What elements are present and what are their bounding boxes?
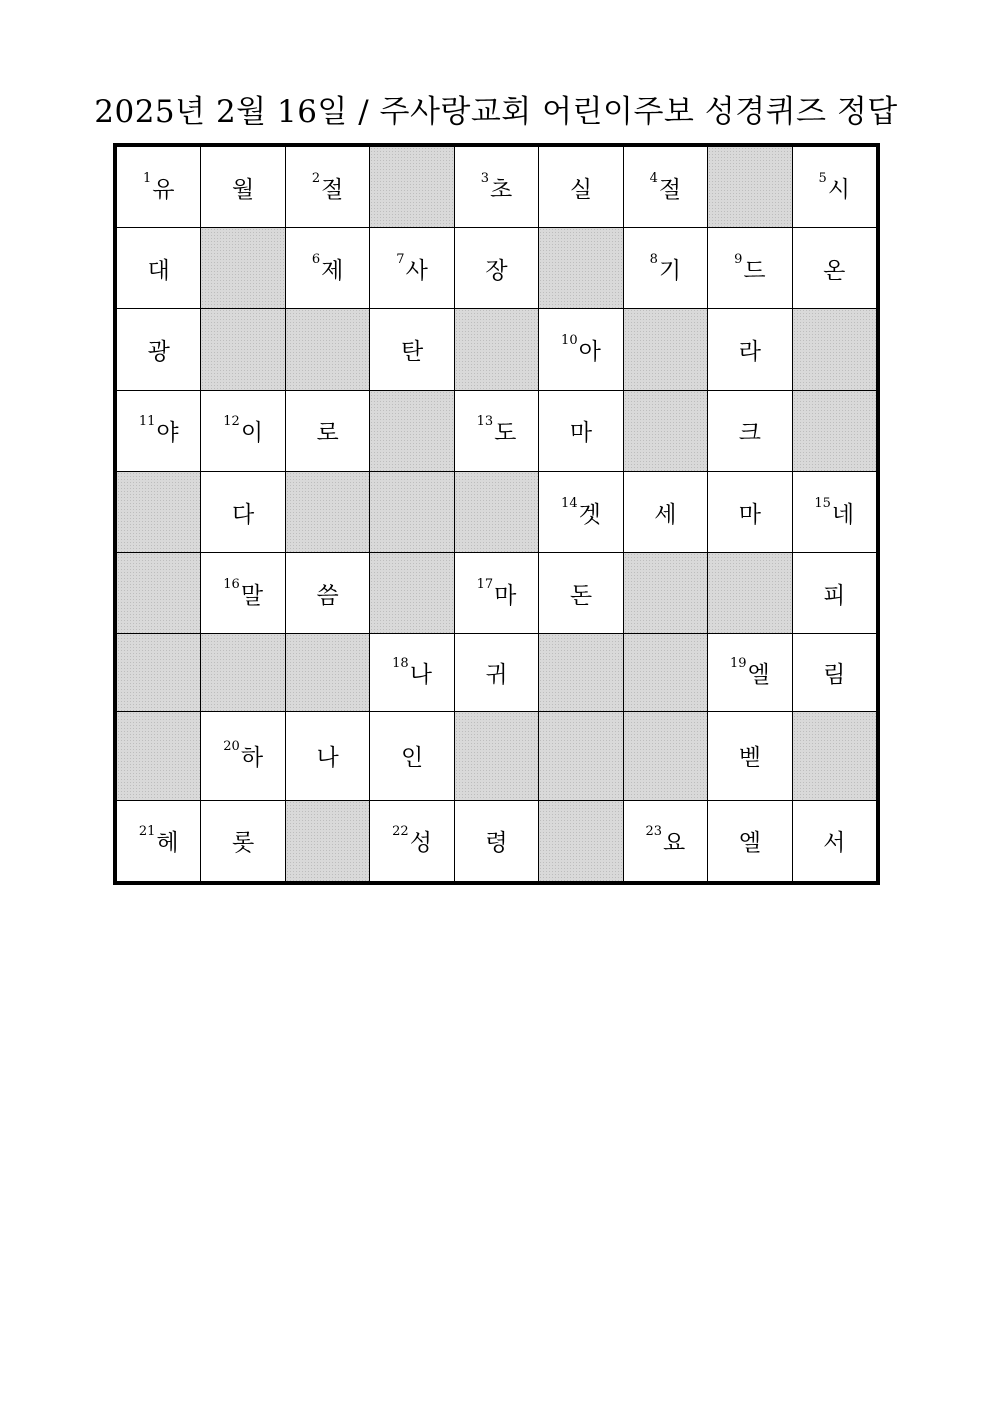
answer-cell xyxy=(117,801,200,881)
answer-cell xyxy=(201,147,284,227)
answer-letter: 엘 xyxy=(738,830,761,857)
answer-letter: 실 xyxy=(569,176,593,203)
answer-letter: 광 xyxy=(147,339,170,366)
clue-number: 9 xyxy=(734,251,743,267)
answer-cell xyxy=(455,553,538,633)
answer-cell xyxy=(793,147,876,227)
blocked-cell xyxy=(793,712,876,800)
answer-letter: 헤 xyxy=(156,830,179,857)
answer-letter: 대 xyxy=(147,257,170,284)
blocked-cell xyxy=(624,634,707,710)
blocked-cell xyxy=(624,391,707,471)
answer-letter: 령 xyxy=(485,830,508,857)
answer-letter: 유 xyxy=(152,176,175,203)
clue-number: 10 xyxy=(561,333,578,349)
page-title: 2025년 2월 16일 / 주사랑교회 어린이주보 성경퀴즈 정답 xyxy=(94,94,898,130)
blocked-cell xyxy=(793,309,876,389)
answer-cell xyxy=(201,801,284,881)
answer-cell xyxy=(708,472,791,552)
answer-cell xyxy=(539,391,622,471)
answer-cell xyxy=(117,309,200,389)
answer-letter: 롯 xyxy=(232,830,255,857)
clue-number: 14 xyxy=(561,495,578,511)
answer-letter: 월 xyxy=(232,176,255,203)
answer-cell xyxy=(201,472,284,552)
clue-number: 11 xyxy=(138,414,156,430)
blocked-cell xyxy=(455,472,538,552)
answer-letter: 기 xyxy=(658,257,682,284)
blocked-cell xyxy=(455,712,538,800)
answer-cell xyxy=(539,309,622,389)
blocked-cell xyxy=(708,553,791,633)
clue-number: 22 xyxy=(392,824,409,840)
answer-cell xyxy=(624,472,707,552)
answer-cell xyxy=(793,634,876,710)
answer-letter: 세 xyxy=(654,501,677,528)
answer-cell xyxy=(793,472,876,552)
answer-cell xyxy=(201,712,284,800)
answer-cell xyxy=(793,228,876,308)
answer-cell xyxy=(201,391,284,471)
blocked-cell xyxy=(539,801,622,881)
clue-number: 15 xyxy=(814,495,831,511)
answer-cell xyxy=(370,801,453,881)
answer-cell xyxy=(455,147,538,227)
answer-cell xyxy=(624,801,707,881)
answer-cell xyxy=(286,553,369,633)
answer-letter: 도 xyxy=(494,420,517,447)
answer-cell xyxy=(455,634,538,710)
blocked-cell xyxy=(286,472,369,552)
clue-number: 12 xyxy=(223,414,240,430)
blocked-cell xyxy=(370,391,453,471)
blocked-cell xyxy=(117,634,200,710)
answer-letter: 인 xyxy=(400,745,424,772)
blocked-cell xyxy=(286,309,369,389)
clue-number: 18 xyxy=(392,656,409,672)
answer-cell xyxy=(370,309,453,389)
answer-cell xyxy=(708,228,791,308)
answer-cell xyxy=(793,553,876,633)
clue-number: 8 xyxy=(649,251,658,267)
answer-cell xyxy=(708,634,791,710)
clue-number: 16 xyxy=(223,576,240,592)
blocked-cell xyxy=(117,472,200,552)
clue-number: 4 xyxy=(649,170,658,186)
blocked-cell xyxy=(201,309,284,389)
clue-number: 2 xyxy=(311,170,321,186)
answer-cell xyxy=(455,391,538,471)
blocked-cell xyxy=(624,712,707,800)
blocked-cell xyxy=(539,634,622,710)
answer-letter: 나 xyxy=(316,745,339,772)
answer-letter: 절 xyxy=(321,176,344,203)
blocked-cell xyxy=(370,553,453,633)
answer-cell xyxy=(539,147,622,227)
answer-cell xyxy=(286,147,369,227)
blocked-cell xyxy=(539,712,622,800)
answer-letter: 장 xyxy=(485,257,508,284)
answer-letter: 귀 xyxy=(485,662,508,689)
answer-letter: 온 xyxy=(823,257,846,284)
answer-letter: 하 xyxy=(240,745,264,772)
answer-letter: 시 xyxy=(827,176,851,203)
answer-cell xyxy=(455,228,538,308)
answer-letter: 말 xyxy=(240,582,264,609)
blocked-cell xyxy=(201,228,284,308)
answer-letter: 탄 xyxy=(400,339,424,366)
answer-letter: 마 xyxy=(738,501,761,528)
blocked-cell xyxy=(286,801,369,881)
answer-letter: 드 xyxy=(743,257,766,284)
answer-letter: 다 xyxy=(232,501,255,528)
answer-letter: 제 xyxy=(321,257,344,284)
blocked-cell xyxy=(117,553,200,633)
answer-letter: 요 xyxy=(663,830,686,857)
answer-letter: 씀 xyxy=(316,582,339,609)
blocked-cell xyxy=(201,634,284,710)
answer-letter: 피 xyxy=(823,582,846,609)
answer-cell xyxy=(708,391,791,471)
answer-letter: 서 xyxy=(823,830,846,857)
answer-letter: 로 xyxy=(316,420,339,447)
answer-cell xyxy=(201,553,284,633)
answer-cell xyxy=(117,391,200,471)
answer-cell xyxy=(286,712,369,800)
answer-letter: 이 xyxy=(240,420,264,447)
blocked-cell xyxy=(455,309,538,389)
clue-number: 19 xyxy=(729,656,747,672)
clue-number: 7 xyxy=(396,251,405,267)
answer-letter: 초 xyxy=(490,176,513,203)
answer-cell xyxy=(455,801,538,881)
blocked-cell xyxy=(370,472,453,552)
answer-cell xyxy=(624,228,707,308)
answer-cell xyxy=(286,391,369,471)
clue-number: 17 xyxy=(476,576,494,592)
blocked-cell xyxy=(370,147,453,227)
answer-cell xyxy=(370,228,453,308)
blocked-cell xyxy=(624,309,707,389)
clue-number: 3 xyxy=(480,170,490,186)
clue-number: 6 xyxy=(311,251,321,267)
clue-number: 13 xyxy=(476,414,494,430)
answer-cell xyxy=(708,801,791,881)
answer-letter: 성 xyxy=(409,830,432,857)
blocked-cell xyxy=(117,712,200,800)
answer-letter: 라 xyxy=(738,339,761,366)
clue-number: 20 xyxy=(223,739,240,755)
answer-letter: 절 xyxy=(658,176,682,203)
answer-letter: 야 xyxy=(156,420,179,447)
clue-number: 5 xyxy=(818,170,827,186)
answer-cell xyxy=(370,634,453,710)
crossword-grid xyxy=(113,143,880,885)
answer-cell xyxy=(539,472,622,552)
answer-letter: 엘 xyxy=(747,662,770,689)
answer-letter: 겟 xyxy=(578,501,601,528)
answer-letter: 벧 xyxy=(738,745,761,772)
blocked-cell xyxy=(708,147,791,227)
answer-letter: 돈 xyxy=(569,582,593,609)
clue-number: 23 xyxy=(645,824,663,840)
clue-number: 21 xyxy=(138,824,156,840)
answer-letter: 마 xyxy=(569,420,593,447)
answer-letter: 네 xyxy=(831,501,855,528)
answer-letter: 마 xyxy=(494,582,517,609)
blocked-cell xyxy=(286,634,369,710)
answer-cell xyxy=(708,309,791,389)
clue-number: 1 xyxy=(142,170,152,186)
answer-cell xyxy=(117,147,200,227)
answer-cell xyxy=(539,553,622,633)
answer-letter: 림 xyxy=(823,662,846,689)
answer-cell xyxy=(117,228,200,308)
blocked-cell xyxy=(793,391,876,471)
answer-cell xyxy=(793,801,876,881)
answer-letter: 크 xyxy=(738,420,761,447)
answer-cell xyxy=(286,228,369,308)
blocked-cell xyxy=(539,228,622,308)
answer-letter: 나 xyxy=(409,662,432,689)
blocked-cell xyxy=(624,553,707,633)
answer-cell xyxy=(370,712,453,800)
answer-cell xyxy=(708,712,791,800)
answer-letter: 아 xyxy=(578,339,601,366)
answer-letter: 사 xyxy=(405,257,428,284)
answer-cell xyxy=(624,147,707,227)
